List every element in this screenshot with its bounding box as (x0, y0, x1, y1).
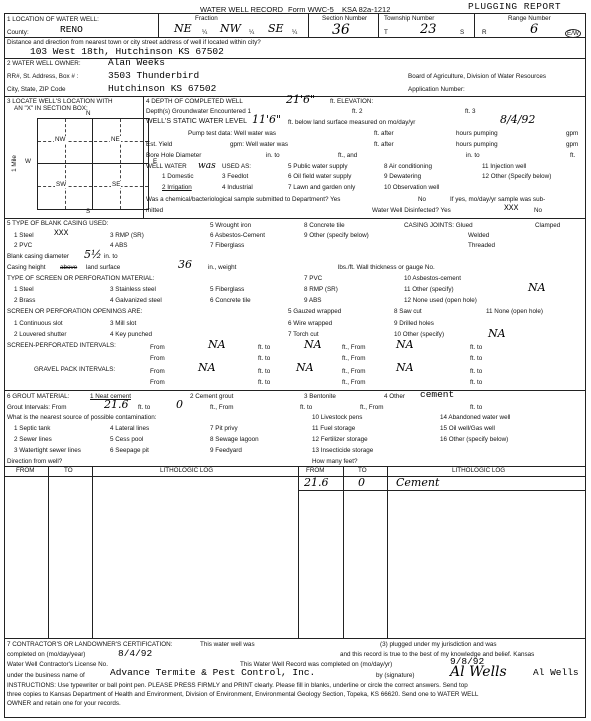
fraction-1: NE (174, 22, 192, 35)
use-injection[interactable]: 11 Injection well (482, 163, 527, 170)
section-number-label: Section Number (322, 15, 368, 22)
perf-to-1: ft. to (258, 344, 271, 351)
water-use-label-2: USED AS: (222, 163, 252, 170)
range-ew: E/W (567, 30, 579, 37)
completed-date: 8/4/92 (118, 648, 153, 659)
screen-none[interactable]: 12 None used (open hole) (404, 297, 477, 304)
disinfected-label: Water Well Disinfected? Yes (372, 207, 451, 214)
casing-other[interactable]: 9 Other (specify below) (304, 232, 369, 239)
contam-oil-gas-well[interactable]: 15 Oil well/Gas well (440, 425, 495, 432)
contam-fertilizer[interactable]: 12 Fertilizer storage (312, 436, 368, 443)
bore-label: Bore Hole Diameter (146, 152, 202, 159)
use-irrigation[interactable]: 2 Irrigation (162, 184, 192, 191)
contam-lagoon[interactable]: 8 Sewage lagoon (210, 436, 259, 443)
quarter-1: ¼ (202, 29, 208, 36)
log-to-header-left: TO (64, 467, 73, 474)
section-box[interactable] (37, 118, 149, 210)
grout-neat-cement[interactable]: 1 Neat cement (90, 393, 131, 400)
grout-from-3: ft., From (360, 404, 384, 411)
chem-sample-label: Was a chemical/bacteriological sample submitted to Department? Yes (146, 196, 341, 203)
log-entry-to: 0 (358, 476, 365, 489)
gravel-from-2: ft., From (342, 368, 366, 375)
fraction-3: SE (268, 22, 284, 35)
grout-from-2: ft., From (210, 404, 234, 411)
joint-threaded[interactable]: Threaded (468, 242, 495, 249)
screen-steel[interactable]: 1 Steel (14, 286, 34, 293)
log-entry-from: 21.6 (304, 476, 329, 489)
instructions-line-3: OWNER and retain one for your records. (7, 700, 121, 707)
chem-mitted: mitted (146, 207, 164, 214)
screen-other[interactable]: 11 Other (specify) (404, 286, 454, 293)
opening-gauzed[interactable]: 5 Gauzed wrapped (288, 308, 342, 315)
perf-from-4: ft., From (342, 355, 366, 362)
signature: Al Wells (450, 664, 507, 680)
record-completed-date: 9/8/92 (450, 656, 485, 667)
gravel-na-3: NA (396, 361, 414, 374)
perf-na-2: NA (304, 338, 322, 351)
perf-from-1: From (150, 344, 165, 351)
pump-after: ft. after (374, 130, 394, 137)
fraction-label: Fraction (195, 15, 218, 22)
contam-cess-pool[interactable]: 5 Cess pool (110, 436, 144, 443)
contam-seepage-pit[interactable]: 6 Seepage pit (110, 447, 149, 454)
screen-na: NA (528, 281, 546, 294)
owner-label: 2 WATER WELL OWNER: (7, 60, 81, 67)
static-level-label: WELL'S STATIC WATER LEVEL (146, 118, 248, 125)
business-name-value: Advance Termite & Pest Control, Inc. (110, 667, 316, 678)
log-to-header-right: TO (358, 467, 367, 474)
contam-lateral[interactable]: 4 Lateral lines (110, 425, 150, 432)
disinfected-value: XXX (504, 204, 519, 213)
ksa-reference: KSA 82a-1212 (342, 5, 391, 14)
range-label: Range Number (508, 15, 551, 22)
locate-well-label-2: AN "X" IN SECTION BOX: (14, 105, 88, 112)
log-lith-header-left: LITHOLOGIC LOG (160, 467, 214, 474)
screen-concrete[interactable]: 6 Concrete tile (210, 297, 251, 304)
grout-to-value: 0 (176, 398, 183, 411)
distance-label: Distance and direction from nearest town or city street address of well if located within city? (7, 39, 261, 46)
casing-abs[interactable]: 4 ABS (110, 242, 128, 249)
board-label: Board of Agriculture, Division of Water Resources (408, 73, 547, 80)
pump-hours: hours pumping (456, 130, 498, 137)
township-number: 23 (420, 22, 437, 37)
quarter-3: ¼ (292, 29, 298, 36)
gravel-to-3: ft. to (258, 379, 271, 386)
bore-in-to-2: in. to (466, 152, 480, 159)
yield-gpm-2: gpm (566, 141, 579, 148)
township-t: T (384, 29, 388, 36)
plugging-report-stamp: PLUGGING REPORT (468, 1, 562, 12)
wall-thickness-label: lbs./ft. Wall thickness or gauge No. (338, 264, 435, 271)
grout-to: ft. to (138, 404, 151, 411)
casing-height-value: 36 (178, 258, 192, 271)
contamination-label: What is the nearest source of possible contamination: (7, 414, 157, 421)
owner-address: 3503 Thunderbird (108, 70, 200, 81)
use-public-supply[interactable]: 5 Public water supply (288, 163, 348, 170)
water-use-label: WELL WATER (146, 163, 187, 170)
gravel-to-1: ft. to (258, 368, 271, 375)
groundwater-2: ft. 2 (352, 108, 363, 115)
depth-label: 4 DEPTH OF COMPLETED WELL (146, 98, 243, 105)
completed-label: completed on (mo/day/year) (7, 651, 86, 658)
use-air-conditioning[interactable]: 8 Air conditioning (384, 163, 432, 170)
casing-pvc[interactable]: 2 PVC (14, 242, 33, 249)
instructions-line-1: INSTRUCTIONS: Use typewriter or ball point pen. PLEASE PRESS FIRMLY and PRINT clearly. Please fill in blanks, underline or circle the correct answers. Send top (7, 682, 468, 689)
grout-cement-grout[interactable]: 2 Cement grout (190, 393, 234, 400)
signature-label: by (signature) (376, 672, 415, 679)
pump-gpm: gpm (566, 130, 579, 137)
quadrant-se: SE (112, 181, 121, 188)
yield-gpm: gpm: Well water was (230, 141, 288, 148)
license-label: Water Well Contractor's License No. (7, 661, 108, 668)
blank-casing-label: 5 TYPE OF BLANK CASING USED: (7, 220, 109, 227)
perf-to-4: ft. to (470, 355, 483, 362)
casing-above: above (60, 264, 78, 271)
range-number: 6 (530, 22, 539, 37)
screen-pvc[interactable]: 7 PVC (304, 275, 323, 282)
east-label: E (153, 158, 158, 165)
use-feedlot[interactable]: 3 Feedlot (222, 173, 249, 180)
gravel-na-2: NA (296, 361, 314, 374)
joint-welded[interactable]: Welded (468, 232, 490, 239)
casing-land-surface: land surface (86, 264, 121, 271)
locate-well-label: 3 LOCATE WELL'S LOCATION WITH (7, 98, 113, 105)
openings-label: SCREEN OR PERFORATION OPENINGS ARE: (7, 308, 143, 315)
bore-ft: ft. (570, 152, 576, 159)
static-level-date: 8/4/92 (500, 113, 536, 126)
township-label: Township Number (384, 15, 435, 22)
distance-value: 103 West 18th, Hutchinson KS 67502 (30, 46, 224, 57)
grout-intervals-label: Grout Intervals: From (7, 404, 67, 411)
joint-clamped[interactable]: Clamped (535, 222, 561, 229)
yield-label: Est. Yield (146, 141, 173, 148)
perf-from-2: ft., From (342, 344, 366, 351)
screen-rmp[interactable]: 8 RMP (SR) (304, 286, 338, 293)
yield-hours: hours pumping (456, 141, 498, 148)
record-completed-label: This Water Well Record was completed on (mo/day/yr) (240, 661, 393, 668)
grout-bentonite[interactable]: 3 Bentonite (304, 393, 336, 400)
screen-brass[interactable]: 2 Brass (14, 297, 36, 304)
perf-from-3: From (150, 355, 165, 362)
certification-true-text: and this record is true to the best of my knowledge and belief. Kansas (340, 651, 535, 658)
casing-wrought-iron[interactable]: 5 Wrought iron (210, 222, 252, 229)
casing-asbestos[interactable]: 6 Asbestos-Cement (210, 232, 265, 239)
township-s: S (460, 29, 465, 36)
section-number: 36 (332, 22, 350, 38)
use-lawn-garden[interactable]: 7 Lawn and garden only (288, 184, 356, 191)
use-oil-field[interactable]: 6 Oil field water supply (288, 173, 352, 180)
gravel-to-2: ft. to (470, 368, 483, 375)
certification-text-2: (3) plugged under my jurisdiction and was (380, 641, 497, 648)
log-lith-header-right: LITHOLOGIC LOG (452, 467, 506, 474)
contam-abandoned-well[interactable]: 14 Abandoned water well (440, 414, 511, 421)
certification-label: 7 CONTRACTOR'S OR LANDOWNER'S CERTIFICATION: (7, 641, 173, 648)
opening-key-punched[interactable]: 4 Key punched (110, 331, 153, 338)
disinfected-no: No (534, 207, 543, 214)
opening-wire[interactable]: 6 Wire wrapped (288, 320, 333, 327)
screen-asbestos[interactable]: 10 Asbestos-cement (404, 275, 462, 282)
contam-feedyard[interactable]: 9 Feedyard (210, 447, 242, 454)
contam-livestock[interactable]: 10 Livestock pens (312, 414, 363, 421)
form-title: WATER WELL RECORD (200, 5, 284, 14)
opening-continuous[interactable]: 1 Continuous slot (14, 320, 63, 327)
gravel-na-1: NA (198, 361, 216, 374)
use-dewatering[interactable]: 9 Dewatering (384, 173, 422, 180)
screen-fiberglass[interactable]: 5 Fiberglass (210, 286, 245, 293)
south-label: S (86, 208, 91, 215)
contam-insecticide[interactable]: 13 Insecticide storage (312, 447, 374, 454)
bore-in-to: in. to (266, 152, 280, 159)
owner-name: Alan Weeks (108, 57, 166, 68)
log-entry-lithology: Cement (396, 476, 440, 489)
casing-steel-mark: XXX (54, 229, 69, 238)
use-industrial[interactable]: 4 Industrial (222, 184, 253, 191)
contam-sewer[interactable]: 2 Sewer lines (14, 436, 52, 443)
quadrant-sw: SW (56, 181, 67, 188)
water-use-was: was (198, 161, 216, 171)
city-label: City, State, ZIP Code (7, 86, 66, 93)
static-level-rest: ft. below land surface measured on mo/day/yr (288, 119, 416, 126)
gravel-from-4: ft., From (342, 379, 366, 386)
form-number: Form WWC-5 (288, 5, 334, 14)
groundwater-label: Depth(s) Groundwater Encountered 1 (146, 108, 252, 115)
certification-text-1: This water well was (200, 641, 255, 648)
diameter-in-to: in. to (104, 253, 118, 260)
yield-after: ft. after (374, 141, 394, 148)
use-observation[interactable]: 10 Observation well (384, 184, 440, 191)
address-label: RR#, St. Address, Box # : (7, 73, 79, 80)
contam-pit-privy[interactable]: 7 Pit privy (210, 425, 238, 432)
instructions-line-2: three copies to Kansas Department of Health and Environment, Division of Environment, Environmental Geology Section, Topeka, KS 66620. Send one to WATER WELL (7, 691, 479, 698)
mile-label: 1 Mile (10, 155, 18, 172)
casing-joints-label: CASING JOINTS: Glued (404, 222, 473, 229)
fraction-2: NW (220, 22, 241, 35)
grout-other[interactable]: 4 Other (384, 393, 405, 400)
opening-saw[interactable]: 8 Saw cut (394, 308, 422, 315)
opening-drilled[interactable]: 9 Drilled holes (394, 320, 434, 327)
opening-none[interactable]: 11 None (open hole) (486, 308, 543, 315)
owner-city: Hutchinson KS 67502 (108, 83, 217, 94)
opening-other[interactable]: 10 Other (specify) (394, 331, 445, 338)
gravel-from-1: From (150, 368, 165, 375)
perforated-intervals-label: SCREEN-PERFORATED INTERVALS: (7, 342, 116, 349)
quadrant-ne: NE (111, 136, 120, 143)
casing-steel[interactable]: 1 Steel (14, 232, 34, 239)
gravel-to-4: ft. to (470, 379, 483, 386)
screen-abs[interactable]: 9 ABS (304, 297, 322, 304)
west-label: W (25, 158, 31, 165)
casing-concrete[interactable]: 8 Concrete tile (304, 222, 345, 229)
quarter-2: ¼ (249, 29, 255, 36)
casing-height-label: Casing height (7, 264, 46, 271)
perf-to-2: ft. to (470, 344, 483, 351)
static-level-value: 11'6" (252, 113, 282, 126)
how-many-feet-label: How many feet? (312, 458, 358, 465)
groundwater-3: ft. 3 (465, 108, 476, 115)
perf-na-3: NA (396, 338, 414, 351)
chem-no: No (418, 196, 427, 203)
bore-and: ft., and (338, 152, 358, 159)
perf-to-3: ft. to (258, 355, 271, 362)
screen-galvanized[interactable]: 4 Galvanized steel (110, 297, 162, 304)
diameter-label: Blank casing diameter (7, 253, 69, 260)
grout-to-3: ft. to (470, 404, 483, 411)
diameter-value: 5½ (84, 248, 102, 261)
opening-mill-slot[interactable]: 3 Mill slot (110, 320, 137, 327)
north-label: N (86, 110, 91, 117)
casing-weight: in., weight (208, 264, 237, 271)
county-value: RENO (60, 24, 83, 35)
direction-label: Direction from well? (7, 458, 63, 465)
grout-to-2: ft. to (300, 404, 313, 411)
use-other[interactable]: 12 Other (Specify below) (482, 173, 552, 180)
range-r: R (482, 29, 487, 36)
contam-fuel[interactable]: 11 Fuel storage (312, 425, 356, 432)
opening-na: NA (488, 327, 506, 340)
grout-other-value: cement (420, 389, 455, 400)
elevation-label: ft. ELEVATION: (330, 98, 374, 105)
gravel-pack-label: GRAVEL PACK INTERVALS: (34, 366, 116, 373)
screen-stainless[interactable]: 3 Stainless steel (110, 286, 156, 293)
signed-name: Al Wells (533, 667, 579, 678)
location-label: 1 LOCATION OF WATER WELL: (7, 16, 99, 23)
grout-from-value: 21.6 (104, 398, 129, 411)
use-domestic[interactable]: 1 Domestic (162, 173, 194, 180)
quadrant-nw: NW (55, 136, 66, 143)
perf-na-1: NA (208, 338, 226, 351)
casing-rmp[interactable]: 3 RMP (SR) (110, 232, 144, 239)
contam-septic[interactable]: 1 Septic tank (14, 425, 51, 432)
pump-test-label: Pump test data: Well water was (188, 130, 277, 137)
contam-other[interactable]: 16 Other (specify below) (440, 436, 509, 443)
chem-if-yes: If yes, mo/day/yr sample was sub- (450, 196, 546, 203)
application-number-label: Application Number: (408, 86, 465, 93)
gravel-from-3: From (150, 379, 165, 386)
log-from-header-right: FROM (306, 467, 325, 474)
contam-watertight-sewer[interactable]: 3 Watertight sewer lines (14, 447, 81, 454)
county-label: County: (7, 29, 29, 36)
depth-value: 21'6" (286, 93, 316, 106)
casing-fiberglass[interactable]: 7 Fiberglass (210, 242, 245, 249)
log-from-header-left: FROM (16, 467, 35, 474)
grout-material-label: 6 GROUT MATERIAL: (7, 393, 70, 400)
screen-material-label: TYPE OF SCREEN OR PERFORATION MATERIAL: (7, 275, 155, 282)
business-name-label: under the business name of (7, 672, 85, 679)
opening-louvered[interactable]: 2 Louvered shutter (14, 331, 67, 338)
opening-torch[interactable]: 7 Torch cut (288, 331, 319, 338)
